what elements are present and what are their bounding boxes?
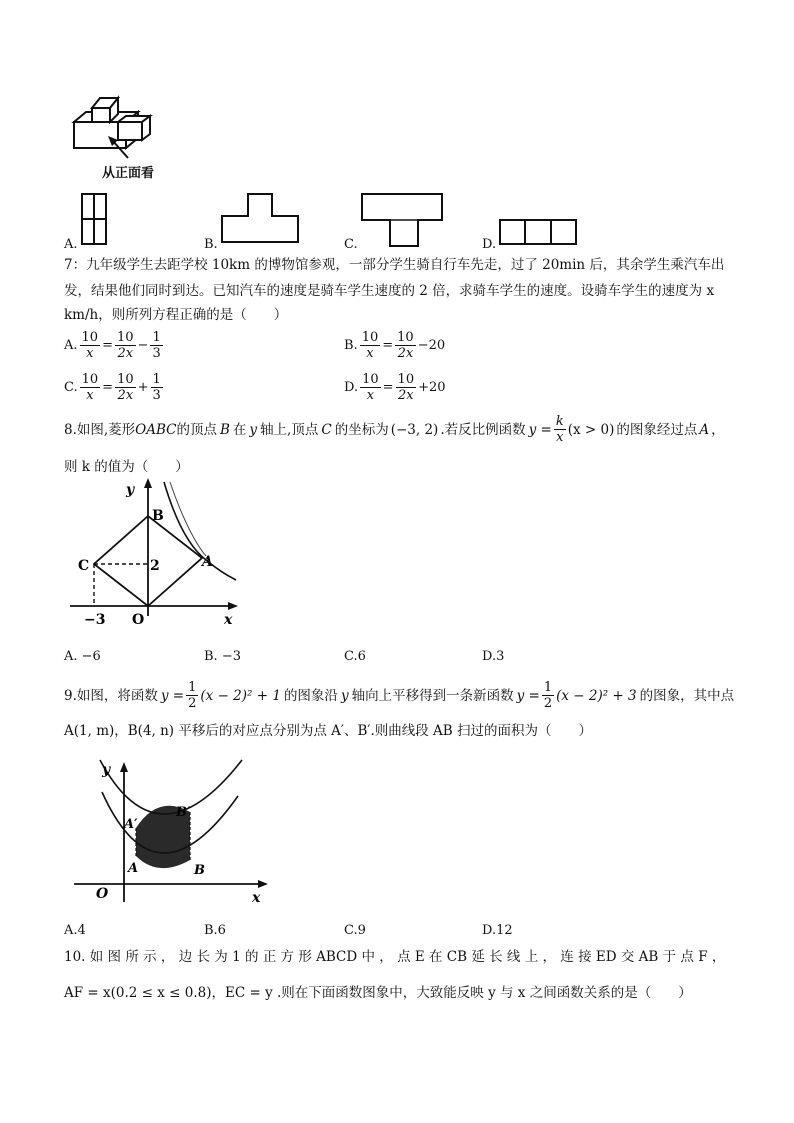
q10-line2: AF = x(0.2 ≤ x ≤ 0.8)，EC = y .则在下面函数图象中，大致能反映 y 与 x 之间函数关系的是（ ） bbox=[64, 985, 692, 1001]
q8-label-y: y bbox=[126, 482, 135, 498]
q6-option-c-figure bbox=[360, 192, 446, 250]
q6-option-d-figure bbox=[498, 218, 582, 248]
q6-option-b-label: B. bbox=[204, 237, 218, 252]
q6-option-a-figure bbox=[80, 192, 110, 248]
q8-rhombus-figure bbox=[66, 476, 246, 640]
q9-option-c: C.9 bbox=[344, 923, 366, 938]
q9-label-y: y bbox=[102, 762, 111, 778]
view-arrow bbox=[104, 134, 134, 162]
q7-option-b: B. $\frac{10}{x}$ = $\frac{10}{2x}$ − 20 bbox=[344, 330, 446, 361]
q8-label-b: B bbox=[152, 508, 164, 524]
q7-line1: 7：九年级学生去距学校 10km 的博物馆参观，一部分学生骑自行车先走，过了 20min 后，其余学生乘汽车出 bbox=[64, 257, 725, 273]
q9-label-b1: B′ bbox=[176, 805, 191, 820]
q9-label-a: A bbox=[128, 861, 139, 876]
q7-option-c: C. $\frac{10}{x}$ = $\frac{10}{2x}$ + $\frac{1}{3}$ bbox=[64, 372, 161, 403]
q8-label-o: O bbox=[132, 612, 145, 628]
q8-option-d: D.3 bbox=[482, 649, 505, 664]
q8-option-c: C.6 bbox=[344, 649, 366, 664]
q8-x-arrow-icon bbox=[228, 602, 238, 610]
q8-label-c: C bbox=[78, 558, 90, 574]
q6-option-d-label: D. bbox=[482, 237, 497, 252]
q8-option-a: A. −6 bbox=[64, 649, 101, 664]
q8-option-b: B. −3 bbox=[204, 649, 241, 664]
q9-line1: 9.如图，将函数 y = $\frac{1}{2}$ (x − 2)² + 1 的图象沿 y 轴向上平移得到一条新函数 y = $\frac{1}{2}$ (x − 2)² + 3 的图象，其中点 bbox=[64, 680, 735, 711]
q8-label-x: x bbox=[224, 612, 233, 628]
q7-line3: km/h，则所列方程正确的是（ ） bbox=[64, 307, 288, 323]
q7-line2: 发，结果他们同时到达。已知汽车的速度是骑车学生速度的 2 倍，求骑车学生的速度。设骑车学生的速度为 x bbox=[64, 283, 715, 299]
q7-option-a: A. $\frac{10}{x}$ = $\frac{10}{2x}$ − $\frac{1}{3}$ bbox=[64, 330, 161, 361]
q8-line1: 8.如图,菱形 OABC 的顶点 B 在 y 轴上,顶点 C 的坐标为 (−3, 2) .若反比例函数 y = $\frac{k}{x}$ (x > 0) 的图象经过点 A ， bbox=[64, 414, 725, 445]
q9-label-b: B bbox=[194, 863, 205, 878]
q8-label-2: 2 bbox=[150, 558, 160, 574]
view-caption: 从正面看 bbox=[102, 166, 155, 181]
q8-label-a: A bbox=[202, 554, 213, 570]
q9-option-a: A.4 bbox=[64, 923, 86, 938]
q6-option-b-figure bbox=[220, 192, 302, 246]
q8-line2: 则 k 的值为（ ） bbox=[64, 459, 189, 475]
q9-y-arrow-icon bbox=[120, 762, 128, 772]
q10-line1: 10. 如 图 所 示 ， 边 长 为 1 的 正 方 形 ABCD 中 ， 点 E 在 CB 延 长 线 上 ， 连 接 ED 交 AB 于 点 F ， bbox=[64, 949, 726, 965]
q9-option-b: B.6 bbox=[204, 923, 226, 938]
q6-option-c-label: C. bbox=[344, 237, 358, 252]
q7-option-d: D. $\frac{10}{x}$ = $\frac{10}{2x}$ + 20 bbox=[344, 372, 446, 403]
q6-option-a-label: A. bbox=[64, 237, 78, 252]
q8-label-neg3: −3 bbox=[84, 612, 106, 628]
q9-option-d: D.12 bbox=[482, 923, 513, 938]
q9-label-x: x bbox=[252, 890, 261, 906]
q8-y-arrow-icon bbox=[144, 478, 152, 488]
q8-hyperbola-shadow bbox=[170, 482, 206, 556]
q9-label-o: O bbox=[96, 886, 109, 902]
q9-label-a1: A′ bbox=[124, 817, 138, 832]
q9-line2: A(1, m)，B(4, n) 平移后的对应点分别为点 A′、B′.则曲线段 AB 扫过的面积为（ ） bbox=[64, 723, 593, 739]
q9-parabola-figure bbox=[66, 756, 270, 910]
q9-x-arrow-icon bbox=[258, 880, 268, 888]
